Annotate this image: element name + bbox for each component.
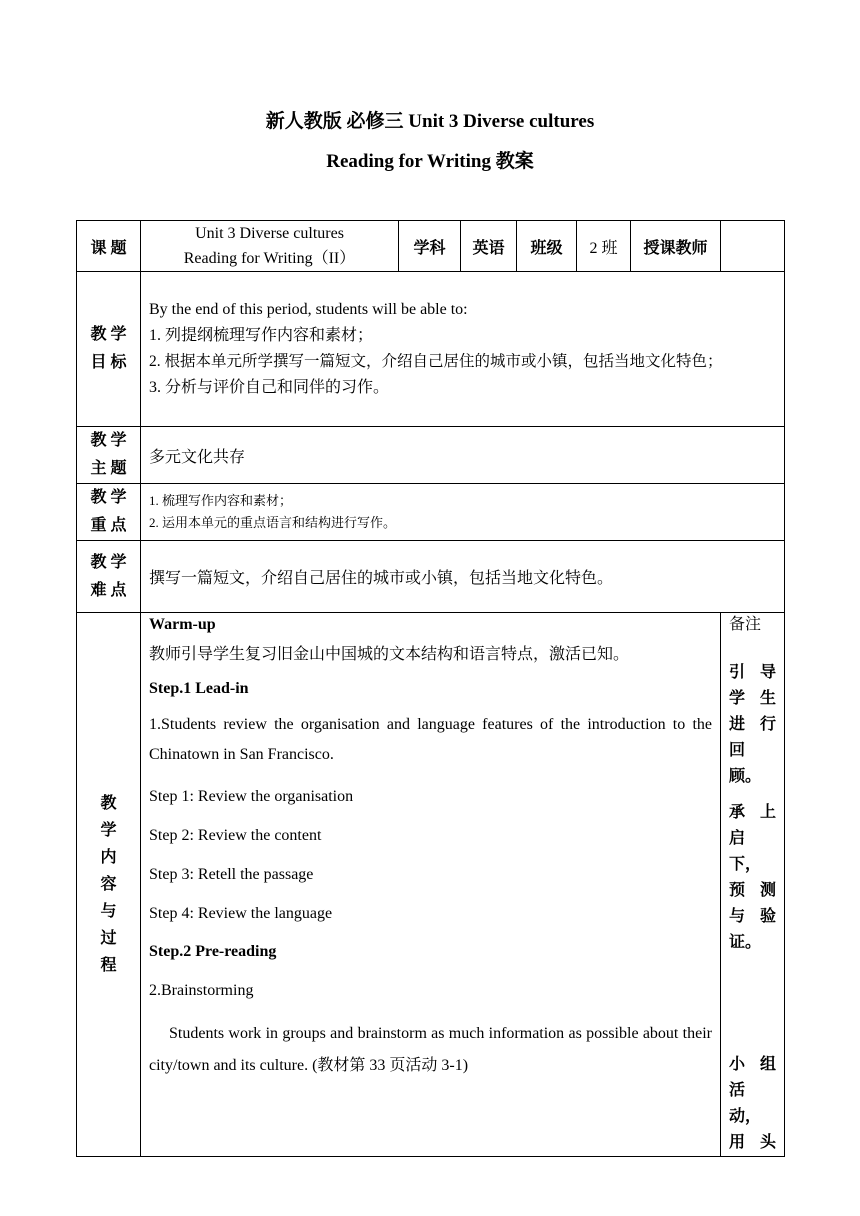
objective-item: 3. 分析与评价自己和同伴的习作。 bbox=[149, 379, 390, 396]
teacher-label: 授课教师 bbox=[631, 221, 721, 272]
objectives-row bbox=[77, 272, 785, 427]
step1-heading: Step.1 Lead-in bbox=[149, 680, 249, 697]
note-char: 组 bbox=[759, 1056, 776, 1073]
process-content bbox=[141, 613, 721, 1157]
difficulties-label-line1: 教 学 bbox=[90, 553, 127, 571]
key-points-label bbox=[77, 484, 141, 541]
note-char: 导 bbox=[759, 664, 776, 681]
key-point-item: 2. 运用本单元的重点语言和结构进行写作。 bbox=[149, 515, 397, 530]
note-2 bbox=[729, 800, 776, 956]
difficulties-row bbox=[77, 541, 785, 613]
note-char: 与 bbox=[729, 908, 746, 925]
theme-label-line2: 主 题 bbox=[90, 460, 127, 477]
brainstorm-text: Students work in groups and brainstorm as much information as possible about their city/town and its culture. (教材第 33 页活动 3-1) bbox=[149, 1025, 712, 1074]
note-char: 回顾。 bbox=[729, 742, 762, 785]
objectives-label-line1: 教 学 bbox=[90, 326, 127, 343]
process-label bbox=[77, 613, 141, 1157]
objectives-label bbox=[77, 272, 141, 427]
step2-heading: Step.2 Pre-reading bbox=[149, 943, 277, 960]
note-char: 测 bbox=[759, 882, 776, 899]
step-item: Step 1: Review the organisation bbox=[149, 788, 354, 805]
process-label-char: 学 bbox=[100, 822, 117, 839]
objective-item: 1. 列提纲梳理写作内容和素材； bbox=[149, 327, 374, 344]
brainstorm-title: 2.Brainstorming bbox=[149, 982, 254, 999]
process-label-char: 过 bbox=[100, 930, 117, 947]
theme-content: 多元文化共存 bbox=[141, 427, 785, 484]
key-points-row bbox=[77, 484, 785, 541]
process-label-char: 程 bbox=[100, 957, 117, 974]
note-char: 验 bbox=[759, 908, 776, 925]
note-char: 小 bbox=[729, 1056, 746, 1073]
difficulties-label-line2: 难 点 bbox=[90, 581, 127, 599]
note-char: 行 bbox=[759, 716, 776, 733]
key-point-item: 1. 梳理写作内容和素材； bbox=[149, 493, 293, 508]
note-char: 头 bbox=[759, 1134, 776, 1151]
process-label-char: 内 bbox=[100, 849, 117, 866]
key-points-content bbox=[141, 484, 785, 541]
note-char: 预 bbox=[729, 882, 746, 899]
note-char: 证。 bbox=[729, 934, 762, 951]
subject-label: 学科 bbox=[399, 221, 461, 272]
key-points-label-line1: 教 学 bbox=[90, 489, 127, 506]
step-item: Step 2: Review the content bbox=[149, 827, 322, 844]
unit-title: Unit 3 Diverse cultures bbox=[195, 225, 344, 242]
document-subtitle: Reading for Writing 教案 bbox=[326, 151, 534, 172]
step-item: Step 4: Review the language bbox=[149, 905, 333, 922]
objective-item: 2. 根据本单元所学撰写一篇短文，介绍自己居住的城市或小镇，包括当地文化特色； bbox=[149, 353, 723, 370]
notes-column bbox=[721, 613, 785, 1157]
process-label-char: 教 bbox=[100, 795, 117, 812]
process-row bbox=[77, 613, 785, 1157]
note-3 bbox=[729, 1052, 776, 1156]
key-points-label-line2: 重 点 bbox=[90, 517, 127, 534]
note-char: 活动， bbox=[729, 1082, 762, 1125]
theme-label-line1: 教 学 bbox=[90, 432, 127, 449]
class-value: 2 班 bbox=[577, 221, 631, 272]
notes-label: 备注 bbox=[729, 616, 762, 633]
lesson-plan-table bbox=[76, 220, 785, 1157]
warmup-text: 教师引导学生复习旧金山中国城的文本结构和语言特点，激活已知。 bbox=[149, 646, 630, 663]
note-char: 用 bbox=[729, 1134, 746, 1151]
objectives-intro: By the end of this period, students will be able to: bbox=[149, 301, 468, 318]
step-item: Step 3: Retell the passage bbox=[149, 866, 314, 883]
theme-row bbox=[77, 427, 785, 484]
subject-value: 英语 bbox=[461, 221, 517, 272]
note-char: 学 bbox=[729, 690, 746, 707]
document-title: 新人教版 必修三 Unit 3 Diverse cultures bbox=[265, 111, 595, 132]
note-char: 上 bbox=[759, 804, 776, 821]
objectives-label-line2: 目 标 bbox=[90, 354, 127, 371]
theme-label bbox=[77, 427, 141, 484]
teacher-value bbox=[721, 221, 785, 272]
note-1 bbox=[729, 660, 776, 790]
note-char: 进 bbox=[729, 716, 746, 733]
class-label: 班级 bbox=[517, 221, 577, 272]
topic-value bbox=[141, 221, 399, 272]
unit-subtitle: Reading for Writing（II） bbox=[183, 250, 356, 267]
note-char: 承 bbox=[729, 804, 746, 821]
note-char: 启下， bbox=[729, 830, 762, 873]
note-char: 生 bbox=[759, 690, 776, 707]
header-row bbox=[77, 221, 785, 272]
topic-label: 课 题 bbox=[77, 221, 141, 272]
objectives-content bbox=[141, 272, 785, 427]
step1-text: 1.Students review the organisation and language features of the introduction to the Chinatown in San Francisco. bbox=[149, 716, 712, 763]
difficulties-label bbox=[77, 541, 141, 613]
process-label-char: 容 bbox=[100, 876, 117, 893]
difficulties-content: 撰写一篇短文，介绍自己居住的城市或小镇，包括当地文化特色。 bbox=[141, 541, 785, 613]
note-char: 引 bbox=[729, 664, 746, 681]
warmup-heading: Warm-up bbox=[149, 616, 216, 633]
process-label-char: 与 bbox=[100, 903, 117, 920]
